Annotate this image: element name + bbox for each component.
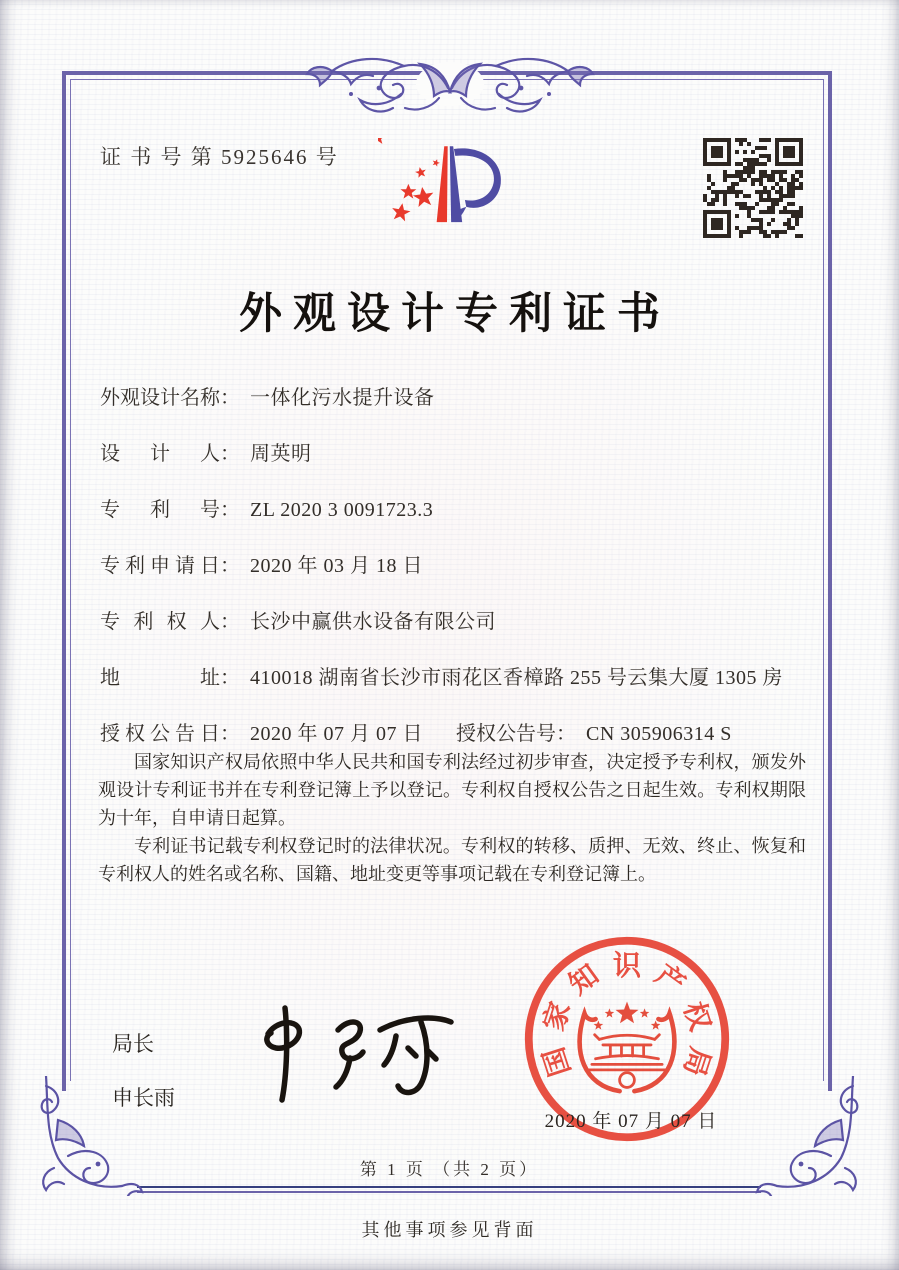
signer-name: 申长雨 xyxy=(112,1086,175,1110)
frame-left-thick xyxy=(62,71,66,1091)
svg-text:知: 知 xyxy=(563,959,605,1002)
field-label: 专利号 xyxy=(100,499,220,521)
field-label: 设计人 xyxy=(100,443,220,465)
frame-left-thin xyxy=(70,79,71,1081)
field-list xyxy=(100,381,820,773)
frame-right-thick xyxy=(828,71,832,1091)
seal-text xyxy=(538,950,717,1080)
signer-title: 局长 xyxy=(112,1032,154,1056)
frame-right-thin xyxy=(823,79,824,1081)
cnipa-logo-icon xyxy=(378,138,516,240)
page-indicator: 第 1 页 （共 2 页） xyxy=(359,1160,540,1179)
svg-text:识: 识 xyxy=(612,950,642,982)
certificate-title: 外观设计专利证书 xyxy=(239,291,671,338)
colon: ： xyxy=(220,499,240,521)
field-label: 专利权人 xyxy=(100,611,220,633)
field-row-patentee xyxy=(100,605,820,661)
field-value: 长沙中赢供水设备有限公司 xyxy=(250,611,496,633)
colon: ： xyxy=(556,723,576,745)
field-label: 授权公告日 xyxy=(100,723,220,745)
field-label: 外观设计名称 xyxy=(100,387,220,409)
field-row-designer xyxy=(100,437,820,493)
colon: ： xyxy=(220,723,240,745)
frame-bottom-line-2 xyxy=(137,1191,761,1193)
field-row-patent-number xyxy=(100,493,820,549)
field-label: 地址 xyxy=(100,667,220,689)
paragraph-grant-statement: 国家知识产权局依照中华人民共和国专利法经过初步审查，决定授予专利权，颁发外观设计专利证书并在专利登记簿上予以登记。专利权自授权公告之日起生效。专利权期限为十年，自申请日起算。 xyxy=(98,752,806,828)
certificate-number: 证 书 号 第 5925646 号 xyxy=(100,145,339,169)
field-value: 410018 湖南省长沙市雨花区香樟路 255 号云集大厦 1305 房 xyxy=(250,667,783,689)
colon: ： xyxy=(220,443,240,465)
svg-text:产: 产 xyxy=(649,959,691,1002)
qr-code xyxy=(703,138,803,238)
top-border-flourish-icon xyxy=(299,42,601,128)
statutory-text xyxy=(98,748,806,888)
colon: ： xyxy=(220,667,240,689)
field-row-filing-date xyxy=(100,549,820,605)
svg-text:家: 家 xyxy=(538,998,577,1035)
grant-number-group xyxy=(456,717,732,746)
field-row-address xyxy=(100,661,820,717)
colon: ： xyxy=(220,611,240,633)
paragraph-register-statement: 专利证书记载专利权登记时的法律状况。专利权的转移、质押、无效、终止、恢复和专利权人的姓名或名称、国籍、地址变更等事项记载在专利登记簿上。 xyxy=(98,836,806,884)
field-value: ZL 2020 3 0091723.3 xyxy=(250,499,434,521)
grant-number-label: 授权公告号 xyxy=(456,723,556,745)
colon: ： xyxy=(220,555,240,577)
svg-text:局: 局 xyxy=(677,1043,716,1080)
seal-date: 2020 年 07 月 07 日 xyxy=(544,1111,718,1132)
grant-number-value: CN 305906314 S xyxy=(586,723,732,745)
field-value: 周英明 xyxy=(250,443,312,465)
svg-text:国: 国 xyxy=(538,1043,577,1080)
svg-text:权: 权 xyxy=(677,998,716,1035)
field-label: 专利申请日 xyxy=(100,555,220,577)
signer-block xyxy=(112,1028,175,1112)
field-row-design-name xyxy=(100,381,820,437)
field-value: 一体化污水提升设备 xyxy=(250,387,435,409)
handwritten-signature-icon xyxy=(238,996,478,1116)
frame-bottom-line-1 xyxy=(137,1186,761,1188)
field-value: 2020 年 07 月 07 日 xyxy=(250,723,423,745)
colon: ： xyxy=(220,387,240,409)
field-value: 2020 年 03 月 18 日 xyxy=(250,555,423,577)
back-side-note: 其他事项参见背面 xyxy=(361,1220,538,1240)
